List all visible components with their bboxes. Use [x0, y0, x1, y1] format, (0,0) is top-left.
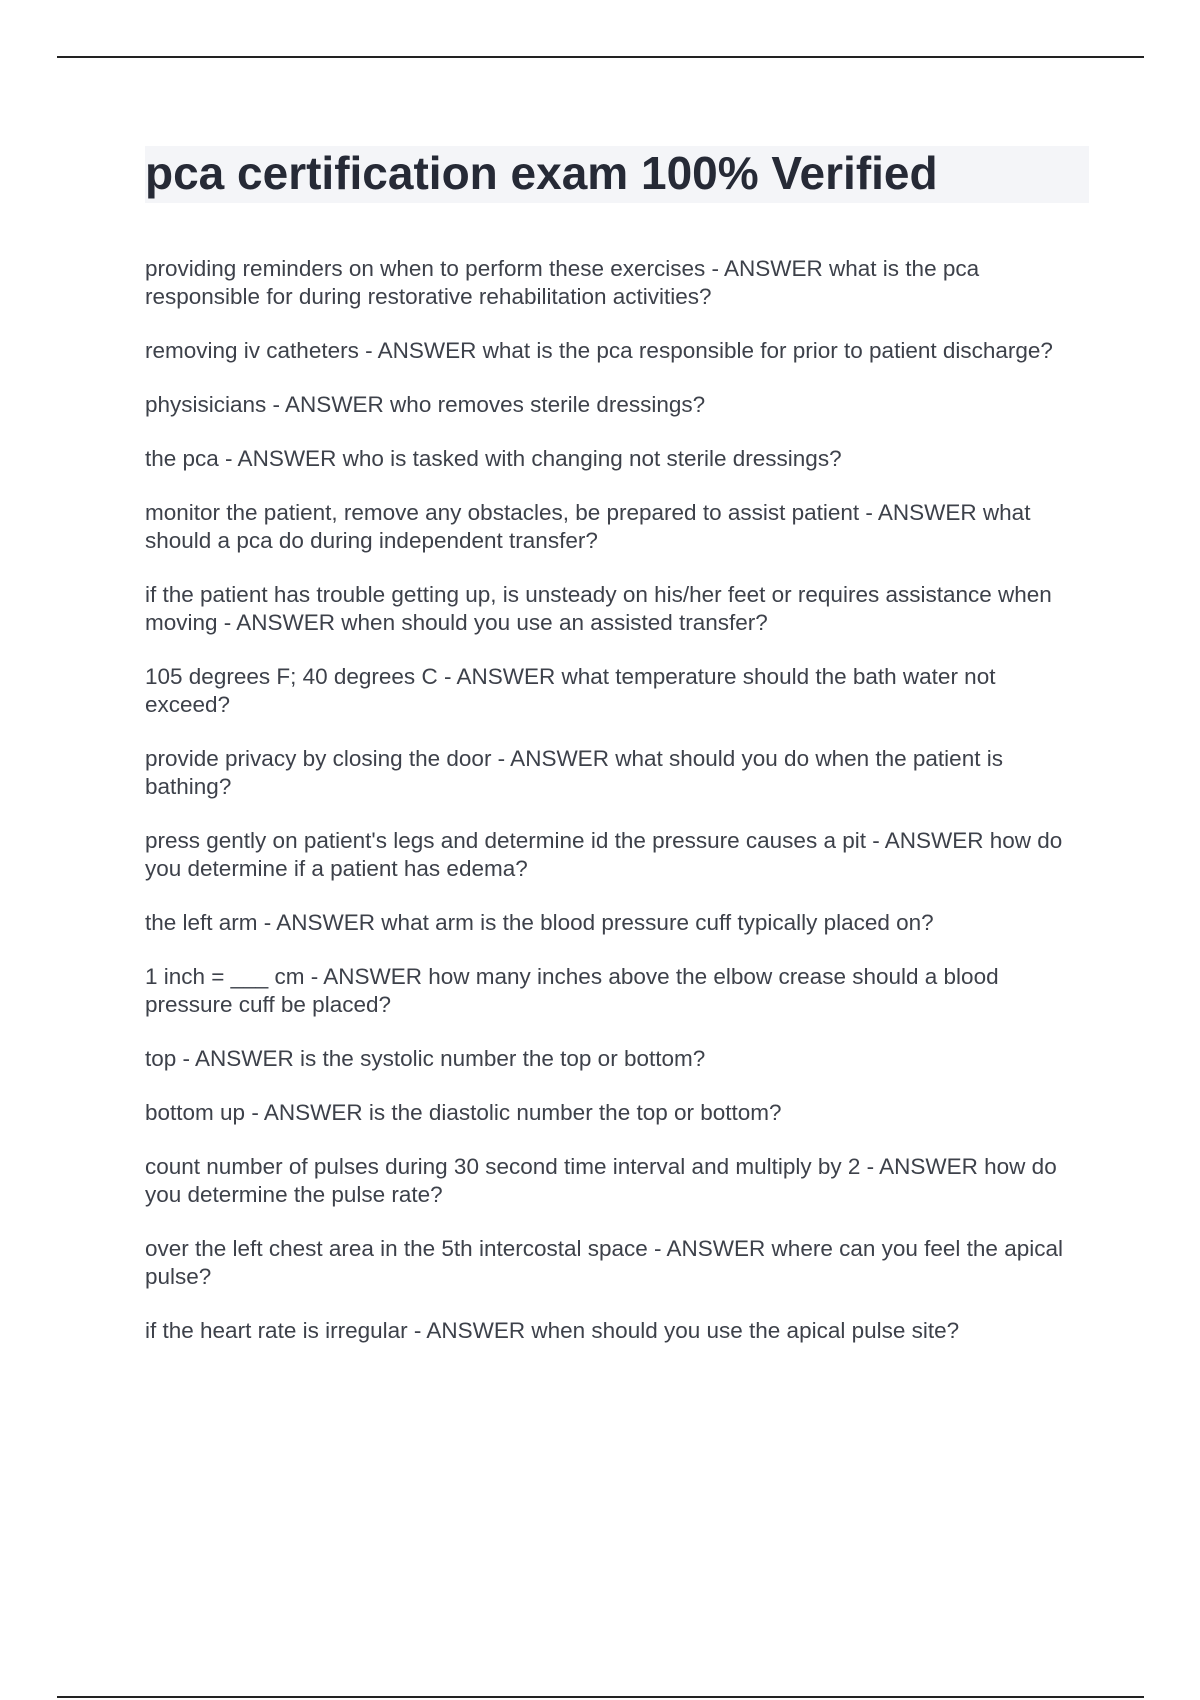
qa-item: over the left chest area in the 5th intercostal space - ANSWER where can you feel the apical pulse? — [145, 1236, 1063, 1289]
qa-item: removing iv catheters - ANSWER what is the pca responsible for prior to patient discharge? — [145, 338, 1053, 363]
qa-item: the pca - ANSWER who is tasked with changing not sterile dressings? — [145, 446, 842, 471]
qa-item: bottom up - ANSWER is the diastolic number the top or bottom? — [145, 1100, 782, 1125]
qa-list — [145, 255, 1080, 1371]
qa-item: physisicians - ANSWER who removes sterile dressings? — [145, 392, 706, 417]
qa-item: press gently on patient's legs and determine id the pressure causes a pit - ANSWER how do you determine if a patient has edema? — [145, 828, 1063, 881]
qa-item: if the heart rate is irregular - ANSWER when should you use the apical pulse site? — [145, 1318, 960, 1343]
qa-item: top - ANSWER is the systolic number the top or bottom? — [145, 1046, 706, 1071]
qa-item: monitor the patient, remove any obstacles, be prepared to assist patient - ANSWER what should a pca do during independent transfer? — [145, 500, 1031, 553]
qa-item: count number of pulses during 30 second time interval and multiply by 2 - ANSWER how do you determine the pulse rate? — [145, 1154, 1057, 1207]
qa-item: 1 inch = ___ cm - ANSWER how many inches above the elbow crease should a blood pressure cuff be placed? — [145, 964, 999, 1017]
page-title: pca certification exam 100% Verified — [145, 147, 938, 199]
qa-item: the left arm - ANSWER what arm is the blood pressure cuff typically placed on? — [145, 910, 934, 935]
bottom-rule — [57, 1696, 1144, 1698]
top-rule — [57, 56, 1144, 58]
qa-item: providing reminders on when to perform these exercises - ANSWER what is the pca responsible for during restorative rehabilitation activities? — [145, 256, 980, 309]
qa-item: 105 degrees F; 40 degrees C - ANSWER what temperature should the bath water not exceed? — [145, 664, 996, 717]
qa-item: provide privacy by closing the door - ANSWER what should you do when the patient is bathing? — [145, 746, 1003, 799]
qa-item: if the patient has trouble getting up, is unsteady on his/her feet or requires assistance when moving - ANSWER when should you use an assisted transfer? — [145, 582, 1052, 635]
